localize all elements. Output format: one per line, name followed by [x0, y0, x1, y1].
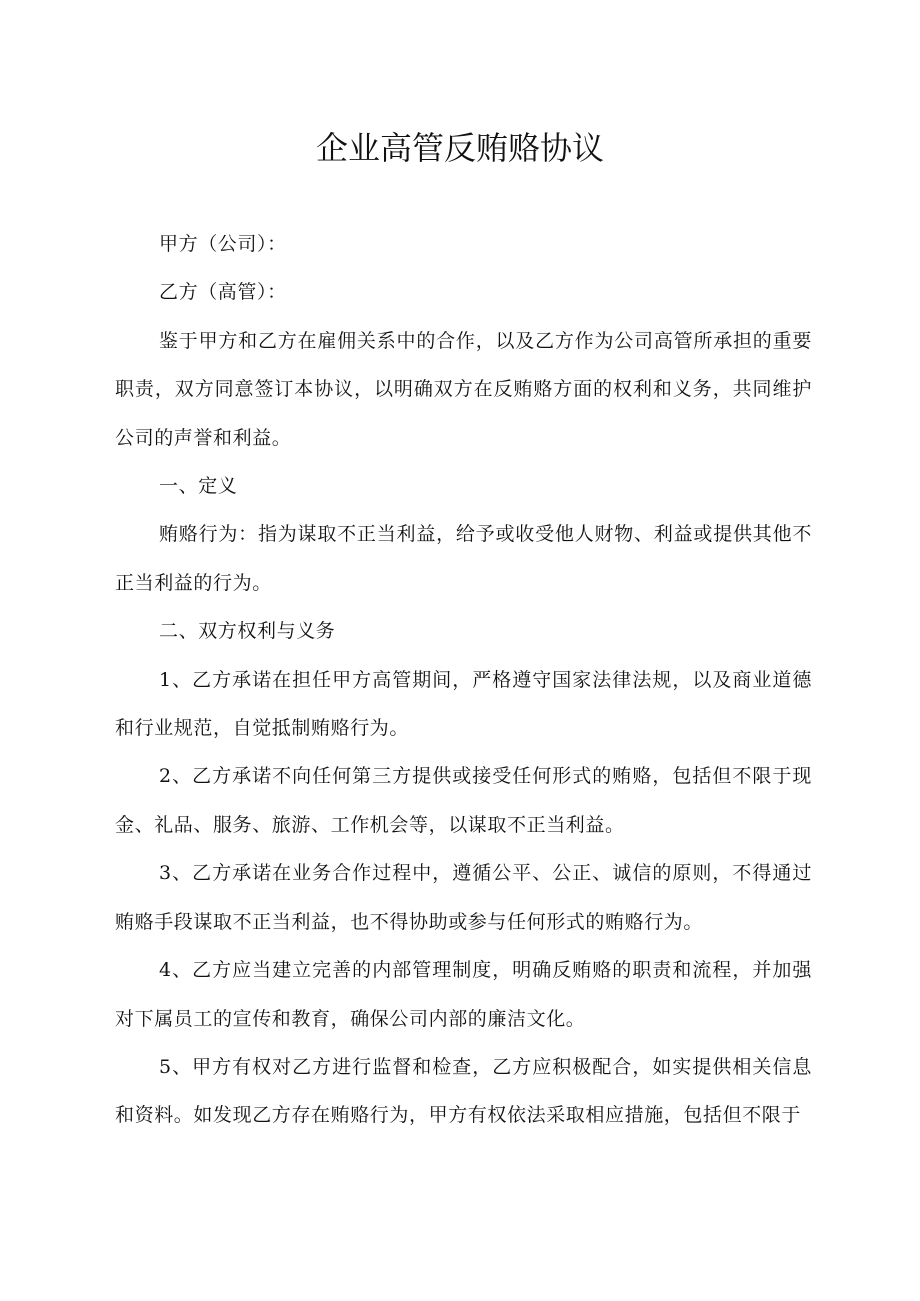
- section-heading-definition: 一、定义: [159, 475, 238, 498]
- party-a-line: 甲方（公司）：: [159, 233, 287, 255]
- definition-paragraph: 贿赂行为：指为谋取不正当利益，给予或收受他人财物、利益或提供其他不正当利益的行为。: [115, 523, 812, 594]
- clause-5: 5、甲方有权对乙方进行监督和检查，乙方应积极配合，如实提供相关信息和资料。如发现乙方存在贿赂行为，甲方有权依法采取相应措施，包括但不限于: [115, 1055, 812, 1127]
- document-title: 企业高管反贿赂协议: [315, 129, 604, 167]
- section-heading-rights-obligations: 二、双方权利与义务: [159, 620, 336, 643]
- clause-1: 1、乙方承诺在担任甲方高管期间，严格遵守国家法律法规，以及商业道德和行业规范，自觉抵制贿赂行为。: [115, 668, 812, 740]
- clause-3: 3、乙方承诺在业务合作过程中，遵循公平、公正、诚信的原则，不得通过贿赂手段谋取不正当利益，也不得协助或参与任何形式的贿赂行为。: [115, 862, 812, 933]
- preamble-paragraph: 鉴于甲方和乙方在雇佣关系中的合作，以及乙方作为公司高管所承担的重要职责，双方同意签订本协议，以明确双方在反贿赂方面的权利和义务，共同维护公司的声誉和利益。: [115, 329, 812, 449]
- clause-4: 4、乙方应当建立完善的内部管理制度，明确反贿赂的职责和流程，并加强对下属员工的宣传和教育，确保公司内部的廉洁文化。: [115, 959, 812, 1030]
- document-body: [115, 220, 812, 1140]
- clause-2: 2、乙方承诺不向任何第三方提供或接受任何形式的贿赂，包括但不限于现金、礼品、服务、旅游、工作机会等，以谋取不正当利益。: [115, 765, 812, 836]
- party-b-line: 乙方（高管）：: [159, 281, 287, 304]
